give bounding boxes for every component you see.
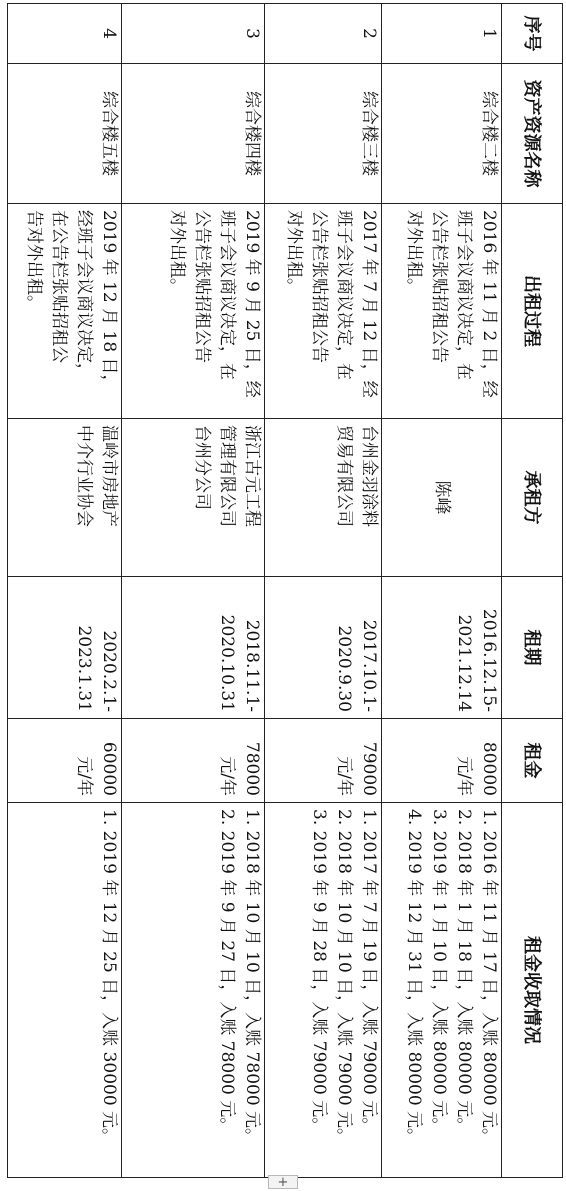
process-line: 公告栏张贴招租公告	[309, 210, 329, 363]
rent-receipts	[8, 803, 122, 1178]
receipt-line: 3. 2019 年 9 月 28 日，入账 79000 元。	[309, 809, 329, 1135]
process-line: 对外出租。	[404, 210, 424, 295]
lease-term	[265, 577, 382, 719]
term-start: 2020.2.1-	[99, 630, 119, 712]
add-row-button[interactable]: +	[268, 1175, 298, 1189]
rent-unit: 元/年	[334, 756, 354, 796]
lease-table	[7, 3, 563, 1178]
process-line: 班子会议商议决定，在	[334, 210, 354, 380]
header-receipts: 租金收取情况	[502, 803, 563, 1178]
rent-receipts	[122, 803, 265, 1178]
rent	[382, 719, 502, 803]
header-process: 出租过程	[502, 204, 563, 419]
lease-process	[265, 204, 382, 419]
lease-process	[8, 204, 122, 419]
asset-name: 综合楼五楼	[8, 64, 122, 204]
receipt-line: 2. 2018 年 1 月 18 日，入账 80000 元。	[454, 809, 474, 1135]
header-term: 租期	[502, 577, 563, 719]
process-line: 对外出租。	[167, 210, 187, 295]
rent-unit: 元/年	[74, 756, 94, 796]
rent-amount: 80000	[479, 741, 499, 796]
receipt-line: 4. 2019 年 12 月 31 日，入账 80000 元。	[404, 809, 424, 1146]
rent-receipts	[382, 803, 502, 1178]
rent-unit: 元/年	[217, 756, 237, 796]
process-line: 班子会议商议决定，在	[454, 210, 474, 380]
header-asset-name: 资产资源名称	[502, 64, 563, 204]
header-rent: 租金	[502, 719, 563, 803]
term-end: 2020.10.31	[217, 614, 237, 712]
receipt-line: 3. 2019 年 1 月 10 日，入账 80000 元。	[429, 809, 449, 1135]
process-line: 2017 年 7 月 12 日，经	[359, 210, 379, 398]
receipt-line: 1. 2017 年 7 月 19 日，入账 79000 元。	[359, 809, 379, 1135]
receipt-line: 1. 2016 年 11 月 17 日，入账 80000 元。	[479, 809, 499, 1146]
rent-amount: 60000	[99, 741, 119, 796]
process-line: 公告栏张贴招租公告	[192, 210, 212, 363]
rent-unit: 元/年	[454, 756, 474, 796]
process-line: 2019 年 12 月 18 日，	[99, 210, 119, 392]
row-number: 2	[265, 4, 382, 64]
lessee-line: 贸易有限公司	[334, 425, 354, 527]
header-no: 序号	[502, 4, 563, 64]
process-line: 班子会议商议决定，在	[217, 210, 237, 380]
term-start: 2017.10.1-	[359, 619, 379, 712]
rent	[122, 719, 265, 803]
lease-process	[382, 204, 502, 419]
lessee-line: 浙江古元工程	[242, 425, 262, 527]
table-row	[122, 4, 265, 1178]
table-row	[8, 4, 122, 1178]
row-number: 1	[382, 4, 502, 64]
rent	[8, 719, 122, 803]
process-line: 经班子会议商议决定，	[74, 210, 94, 380]
process-line: 告对外出租。	[24, 210, 44, 312]
rent-receipts	[265, 803, 382, 1178]
lease-term	[382, 577, 502, 719]
process-line: 2019 年 9 月 25 日，经	[242, 210, 262, 398]
rent-amount: 79000	[359, 741, 379, 796]
lessee-line: 温岭市房地产	[99, 425, 119, 527]
lessee	[265, 419, 382, 577]
asset-name: 综合楼三楼	[265, 64, 382, 204]
rent-amount: 78000	[242, 741, 262, 796]
table-row	[265, 4, 382, 1178]
table-row	[382, 4, 502, 1178]
process-line: 在公告栏张贴招租公	[49, 210, 69, 363]
lessee-line: 台州分公司	[192, 425, 212, 510]
lease-process	[122, 204, 265, 419]
row-number: 4	[8, 4, 122, 64]
lessee	[382, 419, 502, 577]
term-end: 2020.9.30	[334, 625, 354, 712]
term-start: 2018.11.1-	[242, 619, 262, 712]
lessee-line: 中介行业协会	[74, 425, 94, 527]
lessee	[8, 419, 122, 577]
receipt-line: 1. 2019 年 12 月 25 日，入账 30000 元。	[99, 809, 119, 1146]
header-lessee: 承租方	[502, 419, 563, 577]
lessee	[122, 419, 265, 577]
term-end: 2021.12.14	[454, 614, 474, 712]
lessee-line: 台州金羽涂料	[359, 425, 379, 527]
asset-name: 综合楼四楼	[122, 64, 265, 204]
term-start: 2016.12.15-	[479, 608, 499, 712]
process-line: 2016 年 11 月 2 日，经	[479, 210, 499, 398]
row-number: 3	[122, 4, 265, 64]
term-end: 2023.1.31	[74, 625, 94, 712]
lessee-line: 管理有限公司	[217, 425, 237, 527]
lease-term	[122, 577, 265, 719]
process-line: 对外出租。	[284, 210, 304, 295]
lease-term	[8, 577, 122, 719]
process-line: 公告栏张贴招租公告	[429, 210, 449, 363]
rent	[265, 719, 382, 803]
receipt-line: 2. 2018 年 10 月 10 日，入账 79000 元。	[334, 809, 354, 1146]
lessee-line: 陈峰	[432, 480, 452, 515]
receipt-line: 1. 2018 年 10 月 10 日，入账 78000 元。	[242, 809, 262, 1146]
receipt-line: 2. 2019 年 9 月 27 日，入账 78000 元。	[217, 809, 237, 1135]
header-row	[502, 4, 563, 1178]
asset-name: 综合楼二楼	[382, 64, 502, 204]
